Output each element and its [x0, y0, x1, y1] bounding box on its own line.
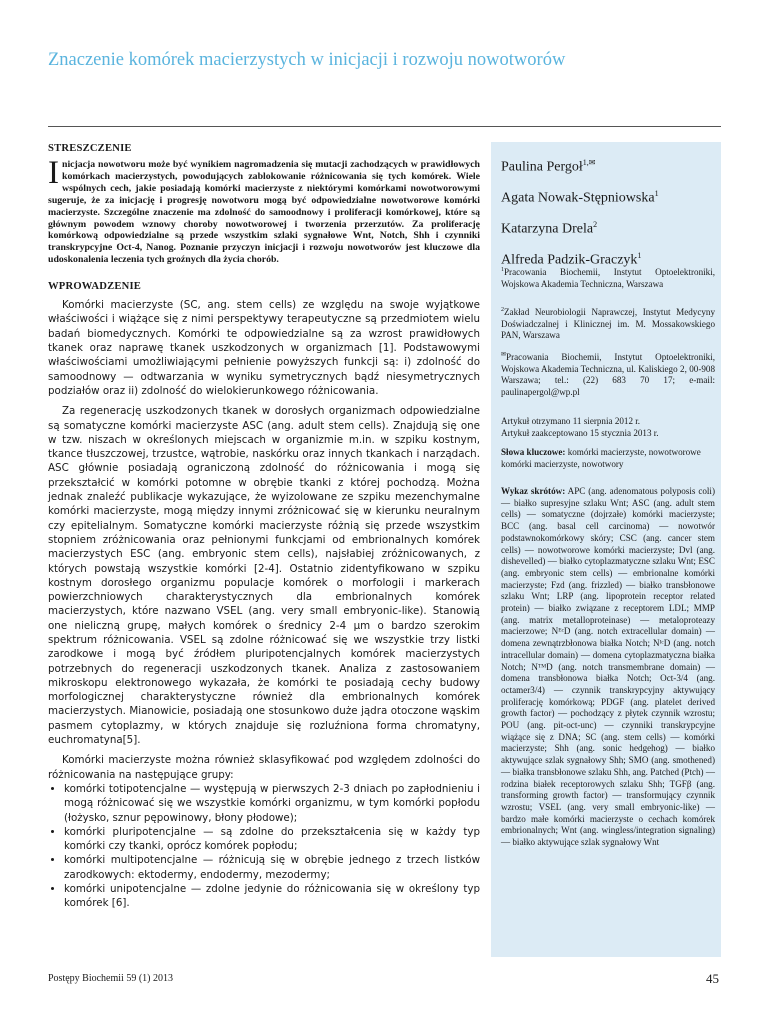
- keywords: Słowa kluczowe: komórki macierzyste, nowotworowe komórki macierzyste, nowotwory: [501, 447, 701, 469]
- accepted-date: Artykuł zaakceptowano 15 stycznia 2013 r.: [501, 427, 659, 438]
- list-item: • komórki multipotencjalne — różnicują się w obrębie jednego z trzech listków zarodkowych: ektodermy, endodermy, mezodermy;: [64, 853, 480, 882]
- received-date: Artykuł otrzymano 11 sierpnia 2012 r.: [501, 416, 641, 426]
- journal-footer: Postępy Biochemii 59 (1) 2013: [48, 973, 173, 984]
- list-item: • komórki totipotencjalne — występują w pierwszych 2-3 dniach po zapłodnieniu i mogą różnicować się we wszystkie komórki organizmu, w tym komórki popłodu (łożysko, sznur pępowinowy, błony płodowe);: [64, 782, 480, 825]
- list-item: • komórki pluripotencjalne — są zdolne do przekształcenia się w każdy typ komórki czy tkanki, oprócz komórek popłodu;: [64, 825, 480, 854]
- intro-heading: WPROWADZENIE: [48, 281, 142, 293]
- affiliation: $^1$Pracowania Biochemii, Instytut Optoelektroniki, Wojskowa Akademia Techniczna, Warszawa: [501, 267, 715, 289]
- title-divider: [48, 126, 721, 127]
- abstract-text: nicjacja nowotworu może być wynikiem nagromadzenia się mutacji zachodzących w prawidłowych komórkach macierzystych, powodujących zablokowanie różnicowania się tych komórek. Wiele wspólnych cech, jakie posiadają komórki macierzyste z niektórymi komórkami nowotworowymi sugeruje, że za inicjację i progresję nowotworu mogą być odpowiedzialne nowotworowe komórki macierzyste. Szczególne znaczenie ma zdolność do samoodnowy i proliferacji komórkowej, które są głównym powodem wznowy choroby nowotworowej i tworzenia przerzutów. Za proliferację komórkową odpowiedzialne są przede wszystkim szlaki sygnałowe Wnt, Notch, Shh i czynniki transkrypcyjne Oct-4, Nanog. Poznanie przyczyn inicjacji i rozwoju nowotworów jest kluczowe dla udoskonalenia leczenia tych groźnych dla życia chorób.: [48, 159, 480, 266]
- affiliation: $^2$Zakład Neurobiologii Naprawczej, Instytut Medycyny Doświadczalnej i Klinicznej im. M. Mossakowskiego PAN, Warszawa: [501, 307, 715, 341]
- list-item: • komórki unipotencjalne — zdolne jedynie do różnicowania się w określony typ komórek [6].: [64, 882, 480, 911]
- article-title: Znaczenie komórek macierzystych w inicjacji i rozwoju nowotworów: [48, 50, 566, 70]
- author-list: [501, 150, 715, 274]
- paragraph-3: Komórki macierzyste można również sklasyfikować pod względem zdolności do różnicowania na następujące grupy:: [48, 754, 480, 781]
- main-column: [48, 142, 480, 911]
- author: Paulina Pergoł$^{1,✉}$: [501, 158, 596, 175]
- author: Agata Nowak-Stępniowska$^1$: [501, 188, 659, 206]
- intro-body: [48, 298, 480, 910]
- author: Katarzyna Drela$^2$: [501, 219, 598, 237]
- page-number: 45: [706, 971, 719, 986]
- abbreviations: Wykaz skrótów: APC (ang. adenomatous polyposis coli) — białko supresyjne szlaku Wnt; ASC (ang. adult stem cells) — somatyczne (dojrzałe) komórki macierzyste; BCC (ang. basal cell carcinoma) — nowotwór podstawnokomórkowy skóry; CSC (ang. cancer stem cells) — nowotworowe komórki macierzyste; Dvl (ang. dishevelled) — białko cytoplazmatyczne szlaku Wnt; ESC (ang. embryonic stem cells) — embrionalne komórki macierzyste; Fzd (ang. frizzled) — białko transbłonowe szlaku Wnt; LRP (ang. lipoprotein receptor related protein) — białko związane z receptorem LDL; MMP (ang. matrix metalloproteinase) — metaloproteazy macierzowe; NᴱᶜD (ang. notch extracellular domain) — domena zewnątrzbłonowa białka Notch; NᴵᶜD (ang. notch intracellular domain) — domena cytoplazmatyczna białka Notch; NᵀᴹD (ang. notch transmembrane domain) — domena transbłonowa białka Notch; Oct-3/4 (ang. octamer3/4) — czynnik transkrypcyjny aktywujący proliferację komórkową; PDGF (ang. platelet derived growth factor) — pochodzący z płytek czynnik wzrostu; POU (ang. pit-oct-unc) — czynniki transkrypcyjne wiążące się z DNA; SC (ang. stem cells) — komórki macierzyste; Shh (ang. sonic hedgehog) — białko aktywujące szlak sygnałowy Shh; SMO (ang. smothened) — białka transbłonowe szlaku Shh, ang. Patched (Ptch) — rodzina białek receptorowych szlaku Shh; TGFβ (ang. transforming growth factor) — transformujący czynnik wzrostu; VSEL (ang. very small embryonic-like) — bardzo małe komórki macierzyste o cechach komórek embrionalnych; Wnt (ang. wingless/integration signaling) — białko aktywujące szlak sygnałowy Wnt: [501, 486, 715, 848]
- abstract: [48, 155, 480, 266]
- stem-cell-classification-list: [48, 782, 480, 911]
- paragraph-2: Za regenerację uszkodzonych tkanek w dorosłych organizmach odpowiedzialne są somatyczne komórki macierzyste ASC (ang. adult stem cells). Znajdują się one w tzw. niszach w określonych miejscach w organizmie m.in. w szpiku kostnym, tkance tłuszczowej, trzustce, wątrobie, naskórku oraz innych tkankach i narządach. ASC głównie posiadają ograniczoną zdolność do różnicowania i mogą się przekształcić w komórki potomne w obrębie tkanki z której pochodzą. Można jednak znaleźć publikacje wykazujące, że wyizolowane ze szpiku mezenchymalne komórki macierzyste, mogą między innymi zróżnicować się w kierunku neuralnym czy epitelialnym. Somatyczne komórki macierzyste różnią się przede wszystkim stopniem zróżnicowania oraz pełnionymi funkcjami od embrionalnych komórek macierzystych ESC (ang. embryonic stem cells), najsłabiej zróżnicowanych, z których powstają wszystkie komórki [2-4]. Ostatnio zidentyfikowano w szpiku kostnym dorosłego organizmu populacje komórek o morfologii i markerach powierzchniowych charakterystycznych dla embrionalnych komórek macierzystych, które nazwano VSEL (ang. very small embryonic-like). Stanowią one nieliczną grupę, małych komórek o średnicy 2-4 µm o bardzo szerokim spektrum różnicowania. VSEL są zdolne różnicować się we wszystkie trzy listki zarodkowe i mogą być źródłem pluripotencjalnych komórek macierzystych potrzebnych do regeneracji uszkodzonych tkanek. Analiza z zastosowaniem mikroskopu elektronowego wykazała, że komórki te posiadają cechy budowy morfologicznej charakterystyczne również dla embrionalnych komórek macierzystych. Mianowicie, posiadają one stosunkowo duże jądra otoczone wąskim pasmem cytoplazmy, w których znajduje się rozluźniona forma chromatyny, euchromatyna[5].: [48, 405, 480, 747]
- article-dates: [501, 416, 715, 439]
- abstract-dropcap: I: [48, 155, 59, 191]
- paragraph-1: Komórki macierzyste (SC, ang. stem cells) ze względu na swoje wyjątkowe właściwości i wiążące się z nimi perspektywy terapeutyczne są przedmiotem wielu badań biomedycznych. Komórki te odpowiedzialne są za wzrost prawidłowych tkanek oraz naprawę tkanek uszkodzonych w organizmach [1]. Podstawowymi właściwościami umożliwiającymi pełnienie powyższych funkcji są: i) zdolność do samoodnowy — odtwarzania w wyniku symetrycznych bądź niesymetrycznych podziałów oraz ii) zdolność do wielokierunkowego różnicowania.: [48, 299, 480, 397]
- correspondence-address: ✉Pracowania Biochemii, Instytut Optoelektroniki, Wojskowa Akademia Techniczna, ul. Kaliskiego 2, 00-908 Warszawa; tel.: (22) 683 70 17; e-mail: paulinapergol@wp.pl: [501, 352, 715, 398]
- author: Alfreda Padzik-Graczyk$^1$: [501, 250, 642, 268]
- abstract-heading: STRESZCZENIE: [48, 143, 132, 154]
